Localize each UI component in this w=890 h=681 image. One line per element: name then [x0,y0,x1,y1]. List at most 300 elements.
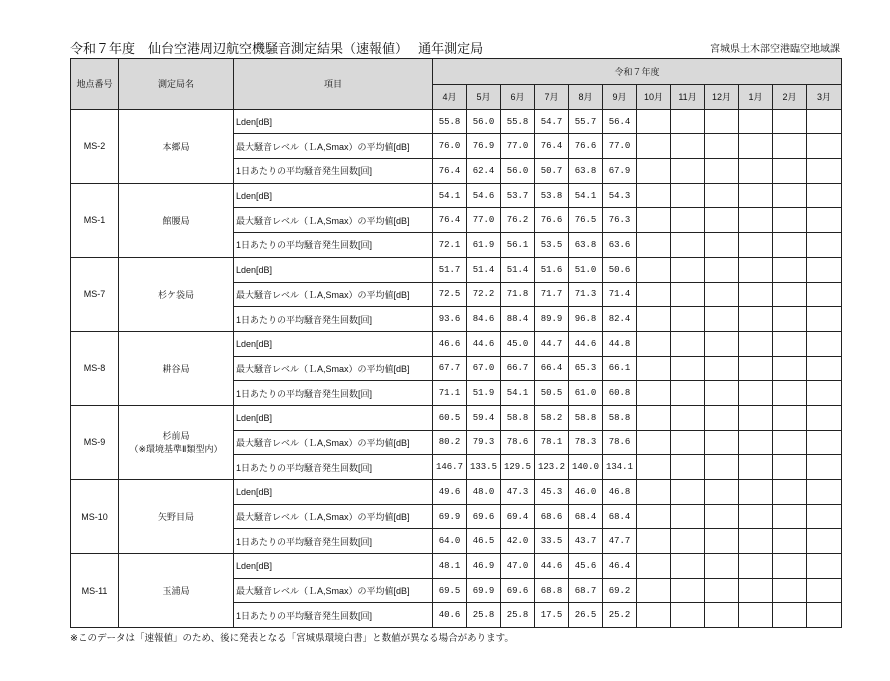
value-cell: 50.6 [603,257,637,282]
header-point-no: 地点番号 [71,59,119,110]
value-cell: 66.7 [501,356,535,381]
value-cell [739,603,773,628]
value-cell: 54.1 [501,381,535,406]
value-cell [739,554,773,579]
station-note: （※環境基準Ⅱ類型内） [129,444,223,455]
value-cell [671,307,705,332]
value-cell: 56.0 [501,159,535,184]
value-cell [807,257,842,282]
value-cell: 129.5 [501,455,535,480]
value-cell [773,405,807,430]
item-label: 1日あたりの平均騒音発生回数[回] [234,529,433,554]
value-cell [773,257,807,282]
value-cell [773,480,807,505]
value-cell [773,430,807,455]
point-no: MS-2 [71,109,119,183]
value-cell [671,381,705,406]
item-label: 1日あたりの平均騒音発生回数[回] [234,159,433,184]
table-row [71,183,842,208]
value-cell: 69.5 [433,578,467,603]
value-cell: 61.0 [569,381,603,406]
value-cell: 76.6 [569,134,603,159]
item-label: Lden[dB] [234,331,433,356]
value-cell: 71.8 [501,282,535,307]
point-no: MS-11 [71,554,119,628]
value-cell: 80.2 [433,430,467,455]
value-cell: 67.9 [603,159,637,184]
value-cell: 69.2 [603,578,637,603]
value-cell: 72.1 [433,233,467,258]
value-cell [637,183,671,208]
value-cell [705,159,739,184]
value-cell: 46.4 [603,554,637,579]
value-cell [637,480,671,505]
value-cell [705,430,739,455]
value-cell: 44.6 [467,331,501,356]
value-cell [773,134,807,159]
value-cell: 44.8 [603,331,637,356]
value-cell [807,183,842,208]
value-cell: 78.1 [535,430,569,455]
value-cell: 69.4 [501,504,535,529]
header-item: 項目 [234,59,433,110]
value-cell [705,356,739,381]
value-cell: 78.6 [501,430,535,455]
value-cell [739,455,773,480]
value-cell [637,282,671,307]
value-cell: 59.4 [467,405,501,430]
value-cell [807,504,842,529]
header-month: 4月 [433,85,467,110]
point-no: MS-9 [71,405,119,479]
value-cell [807,356,842,381]
value-cell: 69.6 [467,504,501,529]
document-title: 令和７年度 仙台空港周辺航空機騒音測定結果（速報値） 通年測定局 [70,41,484,56]
value-cell: 146.7 [433,455,467,480]
value-cell: 69.6 [501,578,535,603]
value-cell: 53.7 [501,183,535,208]
value-cell [739,504,773,529]
value-cell: 64.0 [433,529,467,554]
value-cell [739,331,773,356]
value-cell [671,480,705,505]
value-cell [739,430,773,455]
header-month: 7月 [535,85,569,110]
header-month: 1月 [739,85,773,110]
item-label: Lden[dB] [234,183,433,208]
item-label: Lden[dB] [234,257,433,282]
value-cell: 62.4 [467,159,501,184]
value-cell [739,405,773,430]
table-row [71,331,842,356]
value-cell [705,504,739,529]
value-cell: 40.6 [433,603,467,628]
value-cell [637,159,671,184]
value-cell: 54.6 [467,183,501,208]
value-cell [705,405,739,430]
value-cell: 46.9 [467,554,501,579]
value-cell: 45.0 [501,331,535,356]
value-cell [773,356,807,381]
value-cell: 53.8 [535,183,569,208]
value-cell: 43.7 [569,529,603,554]
value-cell [807,208,842,233]
item-label: 1日あたりの平均騒音発生回数[回] [234,455,433,480]
value-cell: 54.3 [603,183,637,208]
value-cell: 133.5 [467,455,501,480]
value-cell: 68.8 [535,578,569,603]
station-name: 玉浦局 [162,586,190,597]
value-cell [637,208,671,233]
value-cell: 68.6 [535,504,569,529]
value-cell [807,405,842,430]
value-cell: 53.5 [535,233,569,258]
value-cell [773,603,807,628]
value-cell: 55.7 [569,109,603,134]
point-no: MS-8 [71,331,119,405]
value-cell: 123.2 [535,455,569,480]
value-cell: 51.4 [501,257,535,282]
value-cell: 66.1 [603,356,637,381]
value-cell [705,331,739,356]
item-label: Lden[dB] [234,109,433,134]
item-label: 1日あたりの平均騒音発生回数[回] [234,233,433,258]
value-cell: 66.4 [535,356,569,381]
value-cell: 33.5 [535,529,569,554]
value-cell [671,578,705,603]
value-cell: 56.4 [603,109,637,134]
value-cell [637,233,671,258]
value-cell: 44.6 [569,331,603,356]
value-cell: 68.4 [603,504,637,529]
station-name: 耕谷局 [162,363,190,374]
value-cell: 76.0 [433,134,467,159]
value-cell [671,183,705,208]
value-cell [637,257,671,282]
value-cell: 76.4 [433,208,467,233]
footnote: ※このデータは「速報値」のため、後に発表となる「宮城県環境白書」と数値が異なる場合があります。 [70,633,514,644]
point-no: MS-10 [71,480,119,554]
station-name-cell [119,405,234,479]
value-cell [671,455,705,480]
value-cell: 25.2 [603,603,637,628]
value-cell [671,159,705,184]
value-cell: 71.7 [535,282,569,307]
item-label: 最大騒音レベル（ＬA,Smax）の平均値[dB] [234,208,433,233]
value-cell [773,381,807,406]
value-cell [705,257,739,282]
item-label: 最大騒音レベル（ＬA,Smax）の平均値[dB] [234,578,433,603]
header-month: 8月 [569,85,603,110]
item-label: 1日あたりの平均騒音発生回数[回] [234,381,433,406]
value-cell [671,430,705,455]
value-cell [807,159,842,184]
value-cell [739,257,773,282]
value-cell: 76.9 [467,134,501,159]
value-cell [705,233,739,258]
value-cell [671,603,705,628]
value-cell [671,233,705,258]
value-cell: 47.3 [501,480,535,505]
value-cell: 77.0 [501,134,535,159]
value-cell [739,134,773,159]
value-cell: 76.2 [501,208,535,233]
value-cell: 42.0 [501,529,535,554]
value-cell: 93.6 [433,307,467,332]
table-row [71,109,842,134]
value-cell: 51.0 [569,257,603,282]
value-cell: 26.5 [569,603,603,628]
header-month: 12月 [705,85,739,110]
value-cell: 60.8 [603,381,637,406]
value-cell: 47.7 [603,529,637,554]
value-cell [637,504,671,529]
value-cell: 60.5 [433,405,467,430]
value-cell: 55.8 [433,109,467,134]
value-cell [807,554,842,579]
item-label: 最大騒音レベル（ＬA,Smax）の平均値[dB] [234,282,433,307]
header-month: 2月 [773,85,807,110]
value-cell: 63.8 [569,233,603,258]
value-cell: 96.8 [569,307,603,332]
value-cell: 71.3 [569,282,603,307]
value-cell: 54.1 [569,183,603,208]
value-cell [671,529,705,554]
header-month: 3月 [807,85,842,110]
item-label: 1日あたりの平均騒音発生回数[回] [234,307,433,332]
station-name: 杉ケ袋局 [157,289,194,300]
value-cell: 140.0 [569,455,603,480]
station-name-cell [119,554,234,628]
value-cell [637,134,671,159]
noise-measurement-table [70,58,842,628]
value-cell [705,381,739,406]
value-cell: 47.0 [501,554,535,579]
value-cell: 76.4 [433,159,467,184]
value-cell [637,455,671,480]
value-cell [705,455,739,480]
value-cell [773,233,807,258]
value-cell: 76.4 [535,134,569,159]
value-cell: 45.3 [535,480,569,505]
value-cell: 44.6 [535,554,569,579]
value-cell [807,430,842,455]
value-cell [637,603,671,628]
value-cell: 50.7 [535,159,569,184]
value-cell: 46.5 [467,529,501,554]
value-cell [637,405,671,430]
value-cell [671,331,705,356]
value-cell: 88.4 [501,307,535,332]
value-cell [739,282,773,307]
value-cell: 17.5 [535,603,569,628]
value-cell: 51.7 [433,257,467,282]
value-cell: 68.7 [569,578,603,603]
value-cell: 48.1 [433,554,467,579]
value-cell [739,208,773,233]
value-cell: 25.8 [501,603,535,628]
value-cell [807,455,842,480]
header-station-name: 測定局名 [119,59,234,110]
value-cell: 72.5 [433,282,467,307]
value-cell: 51.4 [467,257,501,282]
header-fiscal-year: 令和７年度 [433,59,842,85]
value-cell [705,134,739,159]
value-cell: 51.9 [467,381,501,406]
value-cell: 46.6 [433,331,467,356]
item-label: Lden[dB] [234,554,433,579]
item-label: 最大騒音レベル（ＬA,Smax）の平均値[dB] [234,356,433,381]
value-cell: 71.4 [603,282,637,307]
value-cell [739,480,773,505]
value-cell [807,529,842,554]
value-cell [773,529,807,554]
value-cell: 49.6 [433,480,467,505]
value-cell [705,208,739,233]
value-cell: 67.0 [467,356,501,381]
value-cell: 61.9 [467,233,501,258]
value-cell [807,381,842,406]
value-cell: 71.1 [433,381,467,406]
value-cell [739,307,773,332]
table-row [71,554,842,579]
table-row [71,405,842,430]
value-cell: 50.5 [535,381,569,406]
value-cell: 76.3 [603,208,637,233]
value-cell: 65.3 [569,356,603,381]
value-cell [807,578,842,603]
value-cell [705,554,739,579]
header-month: 9月 [603,85,637,110]
value-cell: 78.6 [603,430,637,455]
value-cell [773,282,807,307]
value-cell [705,307,739,332]
header-month: 5月 [467,85,501,110]
value-cell [773,455,807,480]
item-label: 最大騒音レベル（ＬA,Smax）の平均値[dB] [234,504,433,529]
value-cell [739,159,773,184]
value-cell [807,282,842,307]
value-cell: 82.4 [603,307,637,332]
value-cell [773,554,807,579]
value-cell [807,331,842,356]
value-cell [671,109,705,134]
value-cell [739,183,773,208]
value-cell [773,504,807,529]
value-cell: 51.6 [535,257,569,282]
value-cell [637,356,671,381]
value-cell [739,381,773,406]
value-cell [773,183,807,208]
station-name: 本郷局 [162,141,190,152]
value-cell [807,307,842,332]
value-cell: 134.1 [603,455,637,480]
value-cell: 78.3 [569,430,603,455]
station-name: 館腰局 [162,215,190,226]
value-cell [705,183,739,208]
value-cell [671,134,705,159]
station-name: 杉前局 [162,431,190,442]
value-cell: 25.8 [467,603,501,628]
department-name: 宮城県土木部空港臨空地域課 [710,44,840,55]
station-name-cell [119,480,234,554]
value-cell: 44.7 [535,331,569,356]
value-cell [807,480,842,505]
value-cell: 45.6 [569,554,603,579]
value-cell: 56.0 [467,109,501,134]
value-cell: 63.6 [603,233,637,258]
value-cell [637,109,671,134]
header-month: 10月 [637,85,671,110]
value-cell [773,159,807,184]
value-cell [637,578,671,603]
value-cell: 46.0 [569,480,603,505]
station-name-cell [119,109,234,183]
value-cell [705,282,739,307]
value-cell [705,480,739,505]
station-name-cell [119,257,234,331]
station-name: 矢野目局 [157,512,194,523]
value-cell: 48.0 [467,480,501,505]
value-cell [705,529,739,554]
value-cell [773,208,807,233]
value-cell: 72.2 [467,282,501,307]
value-cell [807,233,842,258]
value-cell: 58.8 [569,405,603,430]
value-cell [637,529,671,554]
header-month: 11月 [671,85,705,110]
value-cell [739,233,773,258]
value-cell [807,134,842,159]
value-cell [705,578,739,603]
value-cell: 77.0 [603,134,637,159]
value-cell: 84.6 [467,307,501,332]
item-label: 最大騒音レベル（ＬA,Smax）の平均値[dB] [234,430,433,455]
value-cell: 55.8 [501,109,535,134]
value-cell [637,331,671,356]
value-cell: 76.6 [535,208,569,233]
value-cell [671,405,705,430]
item-label: Lden[dB] [234,480,433,505]
value-cell: 67.7 [433,356,467,381]
value-cell [671,208,705,233]
item-label: 1日あたりの平均騒音発生回数[回] [234,603,433,628]
value-cell [773,307,807,332]
value-cell: 77.0 [467,208,501,233]
value-cell: 68.4 [569,504,603,529]
value-cell [671,504,705,529]
header-month: 6月 [501,85,535,110]
value-cell [739,578,773,603]
value-cell [671,257,705,282]
value-cell [739,109,773,134]
value-cell [705,109,739,134]
value-cell [773,578,807,603]
value-cell [637,430,671,455]
point-no: MS-1 [71,183,119,257]
item-label: 最大騒音レベル（ＬA,Smax）の平均値[dB] [234,134,433,159]
value-cell: 58.8 [603,405,637,430]
value-cell: 46.8 [603,480,637,505]
value-cell [739,529,773,554]
value-cell: 63.8 [569,159,603,184]
value-cell [637,307,671,332]
point-no: MS-7 [71,257,119,331]
value-cell: 69.9 [433,504,467,529]
value-cell: 69.9 [467,578,501,603]
value-cell [705,603,739,628]
value-cell: 56.1 [501,233,535,258]
